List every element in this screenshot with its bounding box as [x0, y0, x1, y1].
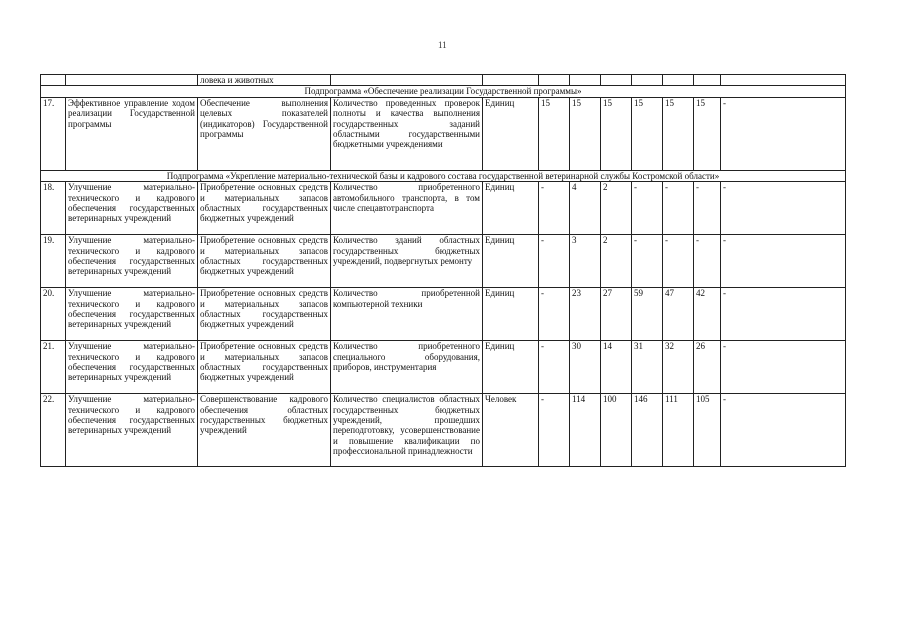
- unit-cell: Единиц: [483, 182, 539, 235]
- value-cell: 23: [570, 288, 601, 341]
- goal-cell: Улучшение материально-технического и кадрового обеспечения государственных ветеринарных учреждений: [66, 394, 198, 467]
- value-cell: 4: [570, 182, 601, 235]
- goal-cell: Эффективное управление ходом реализации Государственной программы: [66, 97, 198, 170]
- note-cell: -: [721, 97, 846, 170]
- value-cell: 114: [570, 394, 601, 467]
- note-cell: -: [721, 288, 846, 341]
- value-cell: 15: [601, 97, 632, 170]
- row-number: 17.: [41, 97, 66, 170]
- value-cell: 47: [663, 288, 694, 341]
- continuation-text: ловека и животных: [198, 75, 331, 86]
- subprogram-header-row: [41, 86, 846, 97]
- table-row: [41, 341, 846, 394]
- value-cell: 26: [694, 341, 721, 394]
- goal-cell: Улучшение материально-технического и кадрового обеспечения государственных ветеринарных учреждений: [66, 288, 198, 341]
- goal-cell: Улучшение материально-технического и кадрового обеспечения государственных ветеринарных учреждений: [66, 341, 198, 394]
- value-cell: -: [539, 288, 570, 341]
- table-row: [41, 235, 846, 288]
- value-cell: -: [663, 182, 694, 235]
- table-row: [41, 182, 846, 235]
- task-cell: Приобретение основных средств и материальных запасов областных государственных бюджетных учреждений: [198, 235, 331, 288]
- value-cell: -: [694, 182, 721, 235]
- task-cell: Совершенствование кадрового обеспечения областных государственных бюджетных учреждений: [198, 394, 331, 467]
- indicators-table: [40, 74, 846, 467]
- row-number: 21.: [41, 341, 66, 394]
- value-cell: -: [539, 235, 570, 288]
- row-number: 18.: [41, 182, 66, 235]
- value-cell: 32: [663, 341, 694, 394]
- unit-cell: Единиц: [483, 235, 539, 288]
- indicator-cell: Количество приобретенного автомобильного транспорта, в том числе спецавтотранспорта: [331, 182, 483, 235]
- value-cell: 15: [694, 97, 721, 170]
- value-cell: -: [663, 235, 694, 288]
- value-cell: 59: [632, 288, 663, 341]
- value-cell: -: [539, 182, 570, 235]
- task-cell: Приобретение основных средств и материальных запасов областных государственных бюджетных учреждений: [198, 341, 331, 394]
- value-cell: 42: [694, 288, 721, 341]
- value-cell: 14: [601, 341, 632, 394]
- value-cell: -: [539, 341, 570, 394]
- unit-cell: Человек: [483, 394, 539, 467]
- task-cell: Приобретение основных средств и материальных запасов областных государственных бюджетных учреждений: [198, 182, 331, 235]
- value-cell: 15: [632, 97, 663, 170]
- value-cell: 2: [601, 182, 632, 235]
- value-cell: 15: [663, 97, 694, 170]
- unit-cell: Единиц: [483, 97, 539, 170]
- indicator-cell: Количество приобретенного специального оборудования, приборов, инструментария: [331, 341, 483, 394]
- goal-cell: Улучшение материально-технического и кадрового обеспечения государственных ветеринарных учреждений: [66, 182, 198, 235]
- note-cell: -: [721, 341, 846, 394]
- table-row: [41, 288, 846, 341]
- row-number: 22.: [41, 394, 66, 467]
- unit-cell: Единиц: [483, 288, 539, 341]
- indicator-cell: Количество специалистов областных государственных бюджетных учреждений, прошедших переподготовку, усовершенствование и повышение квалификации по профессиональной принадлежности: [331, 394, 483, 467]
- page-number: 11: [438, 40, 447, 50]
- value-cell: 146: [632, 394, 663, 467]
- value-cell: 30: [570, 341, 601, 394]
- value-cell: 31: [632, 341, 663, 394]
- note-cell: -: [721, 182, 846, 235]
- subprogram-title: Подпрограмма «Обеспечение реализации Государственной программы»: [41, 86, 846, 97]
- row-number: 19.: [41, 235, 66, 288]
- value-cell: -: [632, 235, 663, 288]
- value-cell: -: [632, 182, 663, 235]
- task-cell: Обеспечение выполнения целевых показателей (индикаторов) Государственной программы: [198, 97, 331, 170]
- value-cell: 111: [663, 394, 694, 467]
- note-cell: -: [721, 394, 846, 467]
- value-cell: 3: [570, 235, 601, 288]
- indicator-cell: Количество проведенных проверок полноты и качества выполнения государственных заданий областными государственными бюджетными учреждениями: [331, 97, 483, 170]
- table-row: [41, 75, 846, 86]
- value-cell: -: [539, 394, 570, 467]
- goal-cell: Улучшение материально-технического и кадрового обеспечения государственных ветеринарных учреждений: [66, 235, 198, 288]
- value-cell: 2: [601, 235, 632, 288]
- indicator-cell: Количество приобретенной компьютерной техники: [331, 288, 483, 341]
- table-row: [41, 394, 846, 467]
- value-cell: -: [694, 235, 721, 288]
- value-cell: 15: [539, 97, 570, 170]
- task-cell: Приобретение основных средств и материальных запасов областных государственных бюджетных учреждений: [198, 288, 331, 341]
- unit-cell: Единиц: [483, 341, 539, 394]
- table-row: [41, 97, 846, 170]
- note-cell: -: [721, 235, 846, 288]
- value-cell: 15: [570, 97, 601, 170]
- subprogram-header-row: [41, 170, 846, 181]
- value-cell: 105: [694, 394, 721, 467]
- indicator-cell: Количество зданий областных государственных бюджетных учреждений, подвергнутых ремонту: [331, 235, 483, 288]
- value-cell: 27: [601, 288, 632, 341]
- subprogram-title: Подпрограмма «Укрепление материально-технической базы и кадрового состава государственной ветеринарной службы Костромской области»: [41, 170, 846, 181]
- row-number: 20.: [41, 288, 66, 341]
- value-cell: 100: [601, 394, 632, 467]
